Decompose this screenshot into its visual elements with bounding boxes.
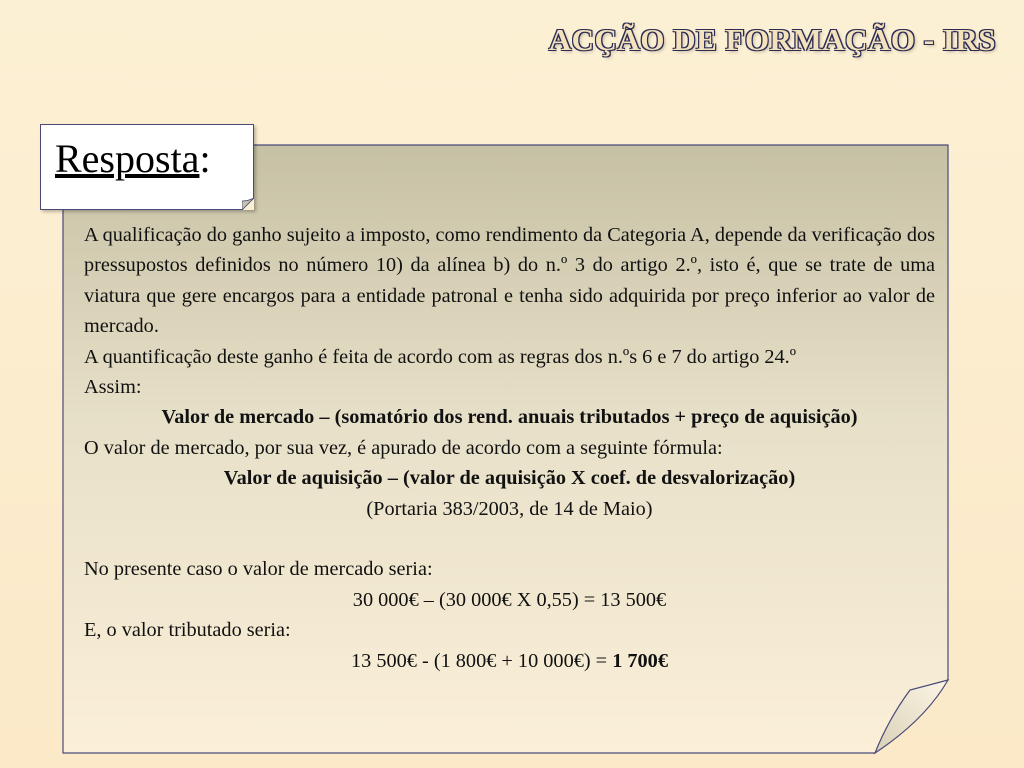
paragraph-market-value: O valor de mercado, por sua vez, é apurado de acordo com a seguinte fórmula: bbox=[84, 436, 723, 459]
spacer bbox=[84, 524, 935, 554]
calculation-market-value: 30 000€ – (30 000€ X 0,55) = 13 500€ bbox=[352, 588, 667, 611]
formula-acquisition-value: Valor de aquisição – (valor de aquisição X coef. de desvalorização) bbox=[223, 467, 796, 490]
answer-label-box bbox=[40, 124, 254, 210]
paragraph-taxed-value: E, o valor tributado seria: bbox=[84, 619, 291, 642]
paragraph-present-case: No presente caso o valor de mercado seria: bbox=[84, 558, 433, 581]
label-fold-corner bbox=[242, 198, 254, 210]
formula-market-value: Valor de mercado – (somatório dos rend. anuais tributados + preço de aquisição) bbox=[161, 406, 858, 429]
paragraph-quantification: A quantificação deste ganho é feita de acordo com as regras dos n.ºs 6 e 7 do artigo 24.º bbox=[84, 345, 797, 368]
calculation-expression: 13 500€ - (1 800€ + 10 000€) = bbox=[351, 649, 613, 672]
calculation-result: 1 700€ bbox=[612, 649, 668, 672]
answer-body bbox=[84, 220, 935, 676]
paragraph-assim: Assim: bbox=[84, 376, 142, 399]
paragraph-qualification: A qualificação do ganho sujeito a imposto, como rendimento da Categoria A, depende da verificação dos pressupostos definidos no número 10) da alínea b) do n.º 3 do artigo 2.º, isto é, que se trate de uma viatura que gere encargos para a entidade patronal e tenha sido adquirida por preço inferior ao valor de mercado. bbox=[84, 224, 935, 338]
legal-reference: (Portaria 383/2003, de 14 de Maio) bbox=[366, 497, 653, 520]
slide-title: ACÇÃO DE FORMAÇÃO - IRS bbox=[548, 22, 996, 57]
calculation-taxed-value bbox=[84, 646, 935, 676]
answer-label: Resposta: bbox=[55, 136, 211, 181]
